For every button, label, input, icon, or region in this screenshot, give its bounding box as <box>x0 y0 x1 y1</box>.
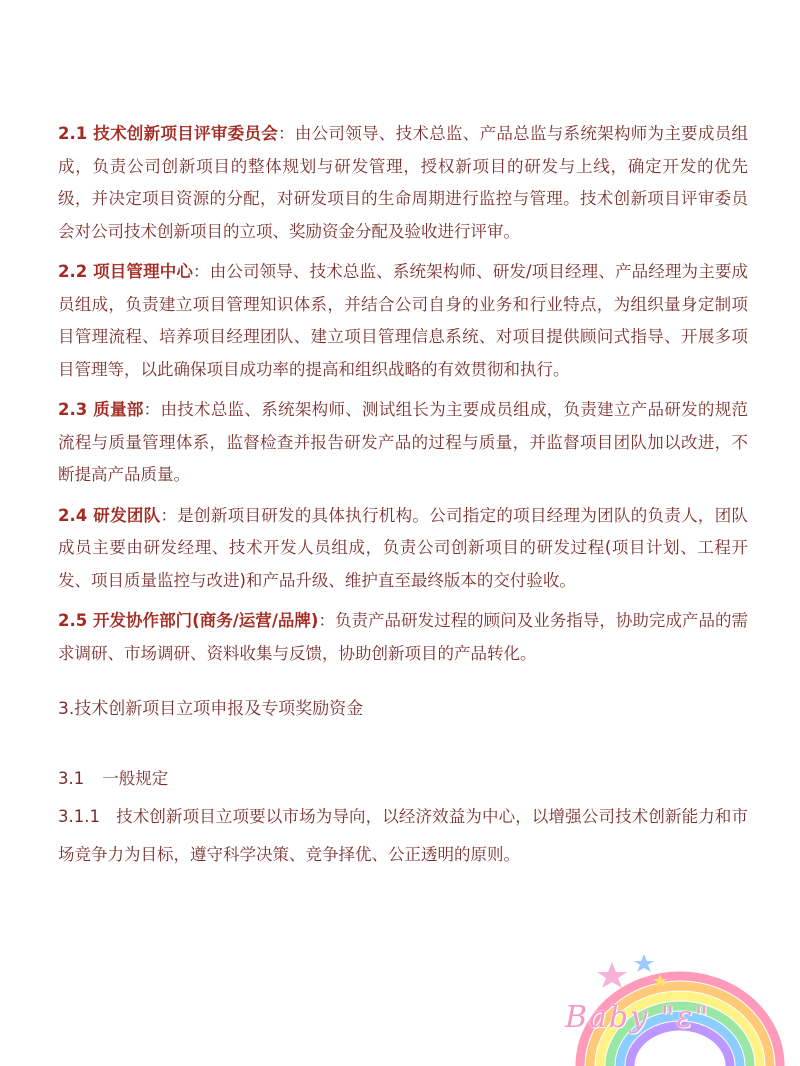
section-2-2-body: 由公司领导、技术总监、系统架构师、研发/项目经理、产品经理为主要成员组成，负责建立项目管理知识体系，并结合公司自身的业务和行业特点，为组织量身定制项目管理流程、培养项目经理团队、建立项目管理信息系统、对项目提供顾问式指导、开展多项目管理等，以此确保项目成功率的提高和组织战略的有效贯彻和执行。 <box>58 262 749 379</box>
chapter-3-title: 3.技术创新项目立项申报及专项奖励资金 <box>58 699 364 719</box>
clause-3-1-1-number: 3.1.1 <box>58 807 100 826</box>
clause-3-1-1 <box>58 798 748 874</box>
section-2-4-body: 是创新项目研发的具体执行机构。公司指定的项目经理为团队的负责人，团队成员主要由研发经理、技术开发人员组成，负责公司创新项目的研发过程(项目计划、工程开发、项目质量监控与改进)和产品升级、维护直至最终版本的交付验收。 <box>58 505 749 590</box>
section-2-3-body: 由技术总监、系统架构师、测试组长为主要成员组成，负责建立产品研发的规范流程与质量管理体系，监督检查并报告研发产品的过程与质量，并监督项目团队加以改进，不断提高产品质量。 <box>58 400 749 484</box>
section-2-2: 2.2 项目管理中心：由公司领导、技术总监、系统架构师、研发/项目经理、产品经理为主要成员组成，负责建立项目管理知识体系，并结合公司自身的业务和行业特点，为组织量身定制项目管理流程、培养项目经理团队、建立项目管理信息系统、对项目提供顾问式指导、开展多项目管理等，以此确保项目成功率的提高和组织战略的有效贯彻和执行。 <box>58 262 749 379</box>
section-2-5-body: 负责产品研发过程的顾问及业务指导，协助完成产品的需求调研、市场调研、资料收集与反馈，协助创新项目的产品转化。 <box>58 611 749 663</box>
section-2-3-heading: 2.3 质量部 <box>58 400 144 419</box>
section-2-2-heading: 2.2 项目管理中心 <box>58 262 194 281</box>
section-2-1-body: 由公司领导、技术总监、产品总监与系统架构师为主要成员组成，负责公司创新项目的整体规划与研发管理，授权新项目的研发与上线，确定开发的优先级，并决定项目资源的分配，对研发项目的生命周期进行监控与管理。技术创新项目评审委员会对公司技术创新项目的立项、奖励资金分配及验收进行评审。 <box>58 124 749 241</box>
section-2-4-heading: 2.4 研发团队 <box>58 505 161 525</box>
section-2-3: 2.3 质量部：由技术总监、系统架构师、测试组长为主要成员组成，负责建立产品研发的规范流程与质量管理体系，监督检查并报告研发产品的过程与质量，并监督项目团队加以改进，不断提高产品质量。 <box>58 400 749 484</box>
subsection-3-1-title: 3.1 一般规定 <box>58 769 169 788</box>
section-2-1: 2.1 技术创新项目评审委员会：由公司领导、技术总监、产品总监与系统架构师为主要成员组成，负责公司创新项目的整体规划与研发管理，授权新项目的研发与上线，确定开发的优先级，并决定项目资源的分配，对研发项目的生命周期进行监控与管理。技术创新项目评审委员会对公司技术创新项目的立项、奖励资金分配及验收进行评审。 <box>58 124 749 241</box>
document-body <box>58 118 748 874</box>
watermark-text: Baby "ε" <box>565 1000 711 1035</box>
section-2-5-heading: 2.5 开发协作部门(商务/运营/品牌) <box>58 611 319 630</box>
section-2-1-heading: 2.1 技术创新项目评审委员会 <box>58 124 279 143</box>
section-2-5: 2.5 开发协作部门(商务/运营/品牌)：负责产品研发过程的顾问及业务指导，协助完成产品的需求调研、市场调研、资料收集与反馈，协助创新项目的产品转化。 <box>58 611 749 663</box>
clause-3-1-1-body: 技术创新项目立项要以市场为导向，以经济效益为中心，以增强公司技术创新能力和市场竞争力为目标，遵守科学决策、竞争择优、公正透明的原则。 <box>58 807 748 864</box>
section-2-4: 2.4 研发团队：是创新项目研发的具体执行机构。公司指定的项目经理为团队的负责人，团队成员主要由研发经理、技术开发人员组成，负责公司创新项目的研发过程(项目计划、工程开发、项目质量监控与改进)和产品升级、维护直至最终版本的交付验收。 <box>58 505 749 590</box>
